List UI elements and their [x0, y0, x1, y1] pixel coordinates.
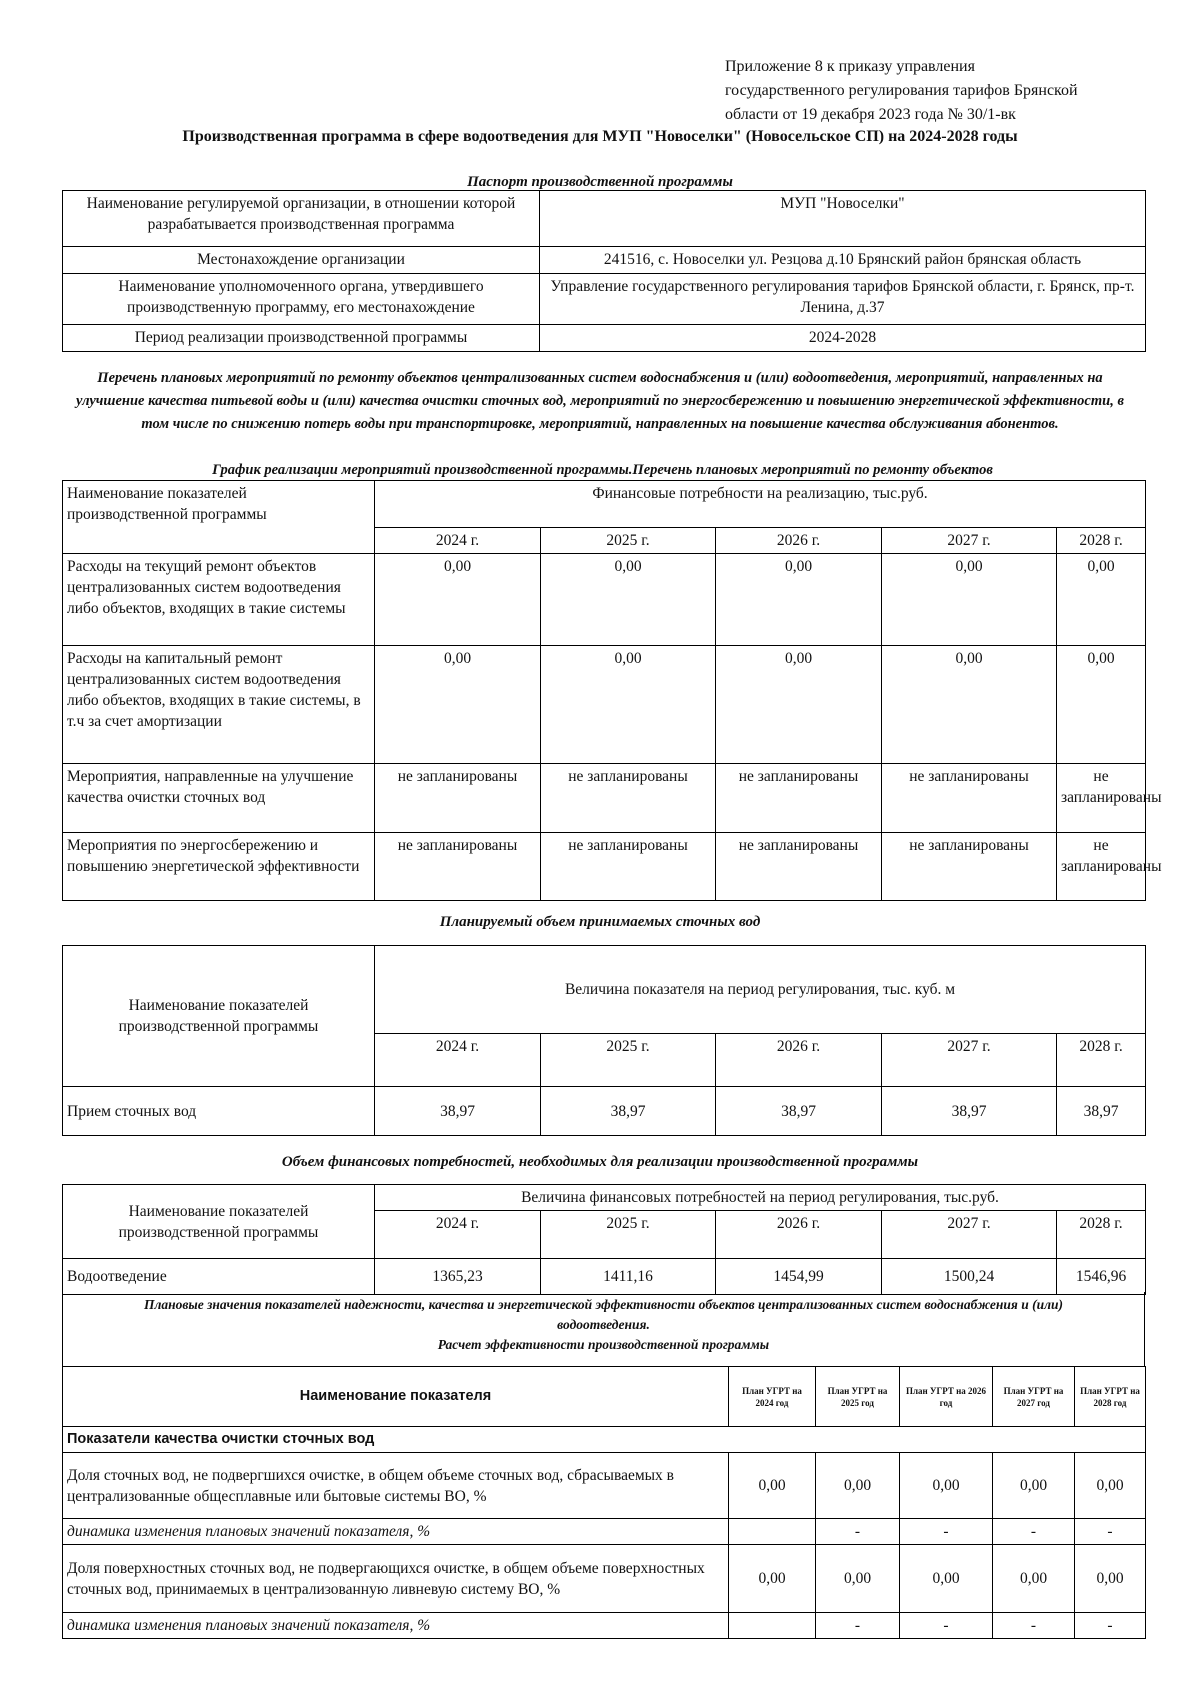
passport-label: Наименование уполномоченного органа, утвердившего производственную программу, его местонахождение [63, 274, 540, 325]
cell-value: 0,00 [716, 554, 882, 646]
year-header: 2027 г. [882, 528, 1057, 554]
col-group-header: Финансовые потребности на реализацию, тыс.руб. [375, 481, 1146, 528]
passport-label: Местонахождение организации [63, 247, 540, 274]
appendix-header [725, 55, 1145, 127]
volume-table [62, 945, 1146, 1136]
indicators-heading-box [62, 1292, 1145, 1366]
passport-value: МУП "Новоселки" [540, 191, 1146, 247]
col-name-header: Наименование показателей производственной программы [63, 481, 375, 554]
indicator-label: Доля поверхностных сточных вод, не подвергающихся очистке, в общем объеме поверхностных сточных вод, принимаемых в централизованную ливневую систему ВО, % [63, 1545, 729, 1613]
table-row [63, 191, 1146, 247]
cell-value [729, 1613, 816, 1639]
table-row [63, 247, 1146, 274]
cell-value: 1454,99 [716, 1259, 882, 1295]
year-header: 2026 г. [716, 528, 882, 554]
year-header: 2027 г. [882, 1034, 1057, 1087]
efficiency-heading: Расчет эффективности производственной программы [437, 1337, 770, 1352]
cell-value: - [993, 1613, 1075, 1639]
cell-value: 38,97 [375, 1087, 541, 1136]
measures-heading: Перечень плановых мероприятий по ремонту объектов централизованных систем водоснабжения и (или) водоотведения, мероприятий, направленных на улучшение качества питьевой воды и (или) качества очистки сточных вод, мероприятий по энергосбережению и повышению энергетической эффективности, в том числе по снижению потерь воды при транспортировке, мероприятий, направленных на повышение качества обслуживания абонентов. [76, 370, 1124, 432]
indicator-label: динамика изменения плановых значений показателя, % [63, 1519, 729, 1545]
table-row [63, 946, 1146, 1034]
passport-heading: Паспорт производственной программы [467, 174, 733, 190]
indicator-name-header: Наименование показателя [63, 1367, 729, 1427]
cell-value: 0,00 [541, 646, 716, 764]
indicator-label: Доля сточных вод, не подвергшихся очистке, в общем объеме сточных вод, сбрасываемых в централизованные общесплавные или бытовые системы ВО, % [63, 1453, 729, 1519]
year-header: 2024 г. [375, 528, 541, 554]
table-row [63, 1427, 1146, 1453]
row-label: Прием сточных вод [63, 1087, 375, 1136]
table-row [63, 1519, 1146, 1545]
cell-value: - [816, 1519, 900, 1545]
passport-label: Период реализации производственной программы [63, 325, 540, 352]
table-row [63, 833, 1146, 901]
table-row [63, 1087, 1146, 1136]
cell-value: 38,97 [882, 1087, 1057, 1136]
cell-value: не запланированы [882, 833, 1057, 901]
table-row [63, 1545, 1146, 1613]
appendix-line: государственного регулирования тарифов Брянской [725, 82, 1078, 99]
year-header: 2028 г. [1057, 1211, 1146, 1259]
table-row [63, 554, 1146, 646]
cell-value: - [900, 1519, 993, 1545]
cell-value: 38,97 [1057, 1087, 1146, 1136]
cell-value: 1411,16 [541, 1259, 716, 1295]
cell-value [729, 1519, 816, 1545]
cell-value: не запланированы [1057, 833, 1146, 901]
year-header: 2028 г. [1057, 1034, 1146, 1087]
cell-value: 0,00 [993, 1545, 1075, 1613]
year-header: 2024 г. [375, 1211, 541, 1259]
indicator-label: динамика изменения плановых значений показателя, % [63, 1613, 729, 1639]
passport-label: Наименование регулируемой организации, в отношении которой разрабатывается производственная программа [63, 191, 540, 247]
passport-table [62, 190, 1146, 352]
cell-value: не запланированы [882, 764, 1057, 833]
cell-value: 0,00 [729, 1453, 816, 1519]
year-header: 2024 г. [375, 1034, 541, 1087]
table-row [63, 1613, 1146, 1639]
year-header: 2025 г. [541, 1034, 716, 1087]
plan-header: План УГРТ на 2027 год [993, 1367, 1075, 1427]
passport-value: 241516, с. Новоселки ул. Резцова д.10 Брянский район брянская область [540, 247, 1146, 274]
row-label: Расходы на капитальный ремонт централизованных систем водоотведения либо объектов, входящих в такие системы, в т.ч за счет амортизации [63, 646, 375, 764]
table-row [63, 1367, 1146, 1427]
plan-header: План УГРТ на 2024 год [729, 1367, 816, 1427]
cell-value: не запланированы [716, 833, 882, 901]
indicators-heading: Плановые значения показателей надежности, качества и энергетической эффективности объектов централизованных систем водоснабжения и (или) водоотведения. [143, 1297, 1064, 1332]
table-row [63, 646, 1146, 764]
col-name-header: Наименование показателей производственной программы [63, 1185, 375, 1259]
cell-value: - [816, 1613, 900, 1639]
year-header: 2026 г. [716, 1034, 882, 1087]
cell-value: 0,00 [541, 554, 716, 646]
cell-value: не запланированы [541, 833, 716, 901]
row-label: Мероприятия, направленные на улучшение качества очистки сточных вод [63, 764, 375, 833]
cell-value: не запланированы [375, 833, 541, 901]
appendix-line: области от 19 декабря 2023 года № 30/1-вк [725, 106, 1016, 123]
table-row [63, 325, 1146, 352]
col-group-header: Величина показателя на период регулирования, тыс. куб. м [375, 946, 1146, 1034]
cell-value: 0,00 [1057, 646, 1146, 764]
measures-table [62, 480, 1162, 901]
cell-value: - [1075, 1519, 1146, 1545]
cell-value: 0,00 [716, 646, 882, 764]
table-row [63, 764, 1146, 833]
cell-value: 0,00 [882, 554, 1057, 646]
cell-value: 0,00 [900, 1453, 993, 1519]
finance-table [62, 1184, 1146, 1295]
volume-heading: Планируемый объем принимаемых сточных вод [439, 914, 761, 930]
indicators-table [62, 1366, 1146, 1639]
table-row [63, 1453, 1146, 1519]
cell-value: 0,00 [816, 1453, 900, 1519]
row-label: Водоотведение [63, 1259, 375, 1295]
cell-value: - [900, 1613, 993, 1639]
appendix-line: Приложение 8 к приказу управления [725, 58, 975, 75]
cell-value: 38,97 [541, 1087, 716, 1136]
cell-value: - [1075, 1613, 1146, 1639]
table-row [63, 1185, 1146, 1211]
col-name-header: Наименование показателей производственной программы [63, 946, 375, 1087]
document-title: Производственная программа в сфере водоотведения для МУП "Новоселки" (Новосельское СП) на 2024-2028 годы [182, 128, 1018, 145]
year-header: 2025 г. [541, 528, 716, 554]
year-header: 2028 г. [1057, 528, 1146, 554]
cell-value: 1365,23 [375, 1259, 541, 1295]
cell-value: 0,00 [1057, 554, 1146, 646]
cell-value: - [993, 1519, 1075, 1545]
cell-value: не запланированы [541, 764, 716, 833]
year-header: 2026 г. [716, 1211, 882, 1259]
cell-value: не запланированы [1057, 764, 1146, 833]
cell-value: 0,00 [900, 1545, 993, 1613]
cell-value: 0,00 [816, 1545, 900, 1613]
indicator-group: Показатели качества очистки сточных вод [63, 1427, 1146, 1453]
cell-value: 0,00 [1075, 1545, 1146, 1613]
table-row [63, 481, 1146, 528]
cell-value: 38,97 [716, 1087, 882, 1136]
cell-value: не запланированы [375, 764, 541, 833]
row-label: Мероприятия по энергосбережению и повышению энергетической эффективности [63, 833, 375, 901]
year-header: 2025 г. [541, 1211, 716, 1259]
cell-value: 0,00 [375, 646, 541, 764]
plan-header: План УГРТ на 2025 год [816, 1367, 900, 1427]
cell-value: 1546,96 [1057, 1259, 1146, 1295]
passport-value: 2024-2028 [540, 325, 1146, 352]
cell-value: 0,00 [729, 1545, 816, 1613]
passport-value: Управление государственного регулирования тарифов Брянской области, г. Брянск, пр-т. Ленина, д.37 [540, 274, 1146, 325]
plan-header: План УГРТ на 2028 год [1075, 1367, 1146, 1427]
finance-heading: Объем финансовых потребностей, необходимых для реализации производственной программы [281, 1154, 919, 1170]
cell-value: не запланированы [716, 764, 882, 833]
schedule-heading: График реализации мероприятий производственной программы.Перечень плановых мероприятий по ремонту объектов [212, 462, 993, 478]
cell-value: 1500,24 [882, 1259, 1057, 1295]
table-row [63, 274, 1146, 325]
plan-header: План УГРТ на 2026 год [900, 1367, 993, 1427]
cell-value: 0,00 [1075, 1453, 1146, 1519]
cell-value: 0,00 [375, 554, 541, 646]
cell-value: 0,00 [993, 1453, 1075, 1519]
col-group-header: Величина финансовых потребностей на период регулирования, тыс.руб. [375, 1185, 1146, 1211]
cell-value: 0,00 [882, 646, 1057, 764]
row-label: Расходы на текущий ремонт объектов централизованных систем водоотведения либо объектов, входящих в такие системы [63, 554, 375, 646]
year-header: 2027 г. [882, 1211, 1057, 1259]
table-row [63, 1259, 1146, 1295]
